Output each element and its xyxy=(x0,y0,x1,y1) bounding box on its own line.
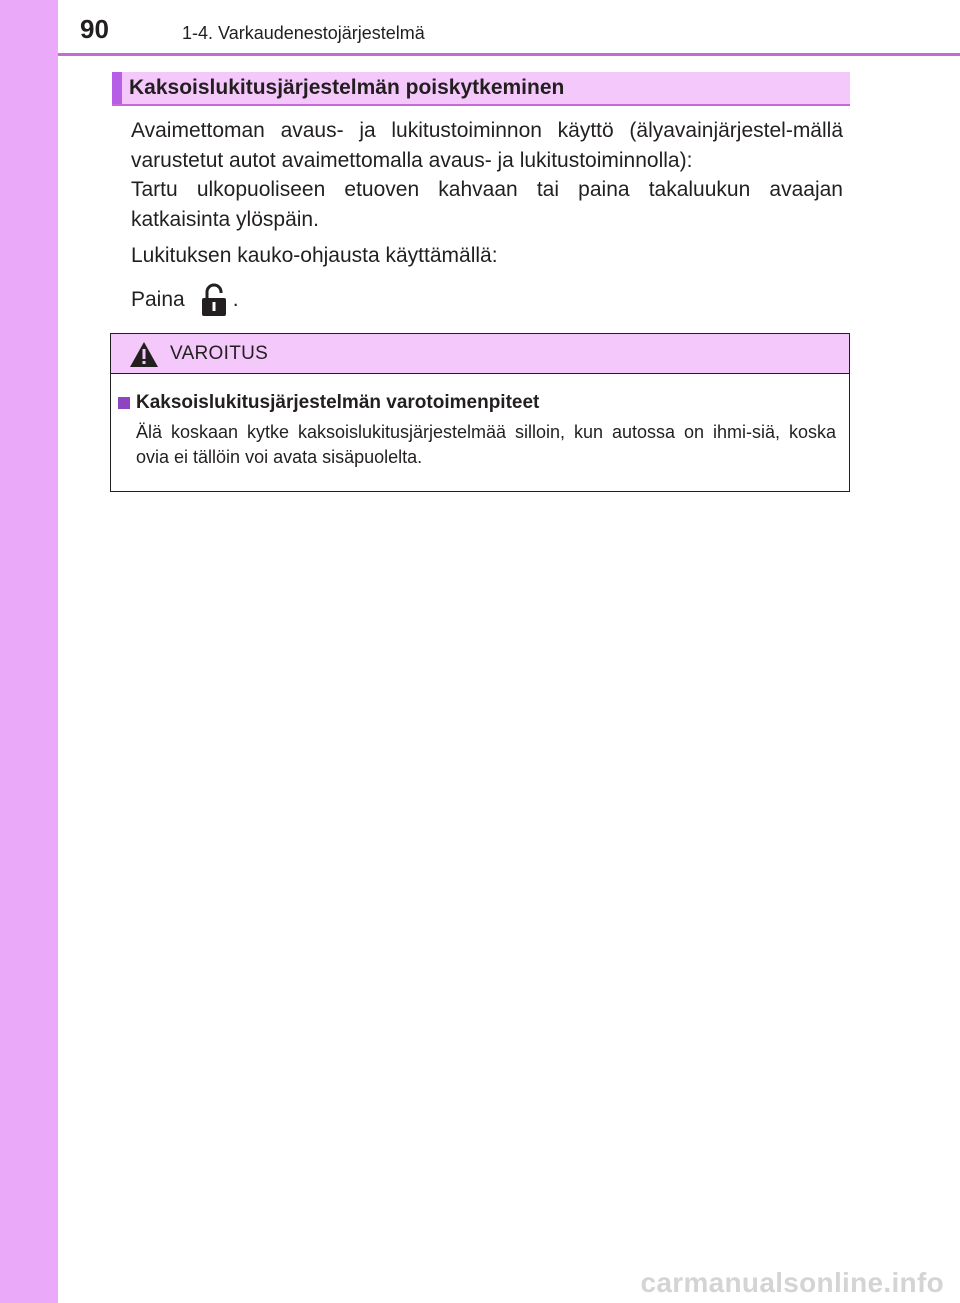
section-heading-bar xyxy=(112,72,122,104)
paragraph-remote: Lukituksen kauko-ohjausta käyttämällä: xyxy=(131,244,498,267)
press-label: Paina xyxy=(131,288,185,311)
unlock-icon xyxy=(201,283,227,317)
page-number: 90 xyxy=(80,14,109,44)
square-bullet-icon xyxy=(118,397,130,409)
paragraph-door-handle: Tartu ulkopuoliseen etuoven kahvaan tai paina takaluukun avaajan katkaisinta ylöspäin. xyxy=(131,178,843,231)
press-period: . xyxy=(232,288,239,311)
warning-header xyxy=(111,334,849,374)
warning-label: VAROITUS xyxy=(170,343,269,364)
header-divider xyxy=(58,53,960,56)
watermark: carmanualsonline.info xyxy=(640,1267,944,1298)
section-title: Kaksoislukitusjärjestelmän poiskytkeminen xyxy=(129,76,565,99)
warning-triangle-icon xyxy=(129,341,159,368)
warning-subheading xyxy=(118,392,539,414)
page-side-band xyxy=(0,0,58,1303)
warning-subheading-text: Kaksoislukitusjärjestelmän varotoimenpiteet xyxy=(136,392,540,413)
chapter-title: 1-4. Varkaudenestojärjestelmä xyxy=(182,23,425,43)
paragraph-keyless-entry: Avaimettoman avaus- ja lukitustoiminnon käyttö (älyavainjärjestel-mällä varustetut autot avaimettomalla avaus- ja lukitustoiminnolla): xyxy=(131,119,843,172)
warning-box xyxy=(110,333,850,492)
section-heading xyxy=(112,72,850,106)
paragraph-press-unlock xyxy=(131,283,843,317)
warning-body: Älä koskaan kytke kaksoislukitusjärjestelmää silloin, kun autossa on ihmi-siä, koska ovia ei tällöin voi avata sisäpuolelta. xyxy=(136,422,836,467)
